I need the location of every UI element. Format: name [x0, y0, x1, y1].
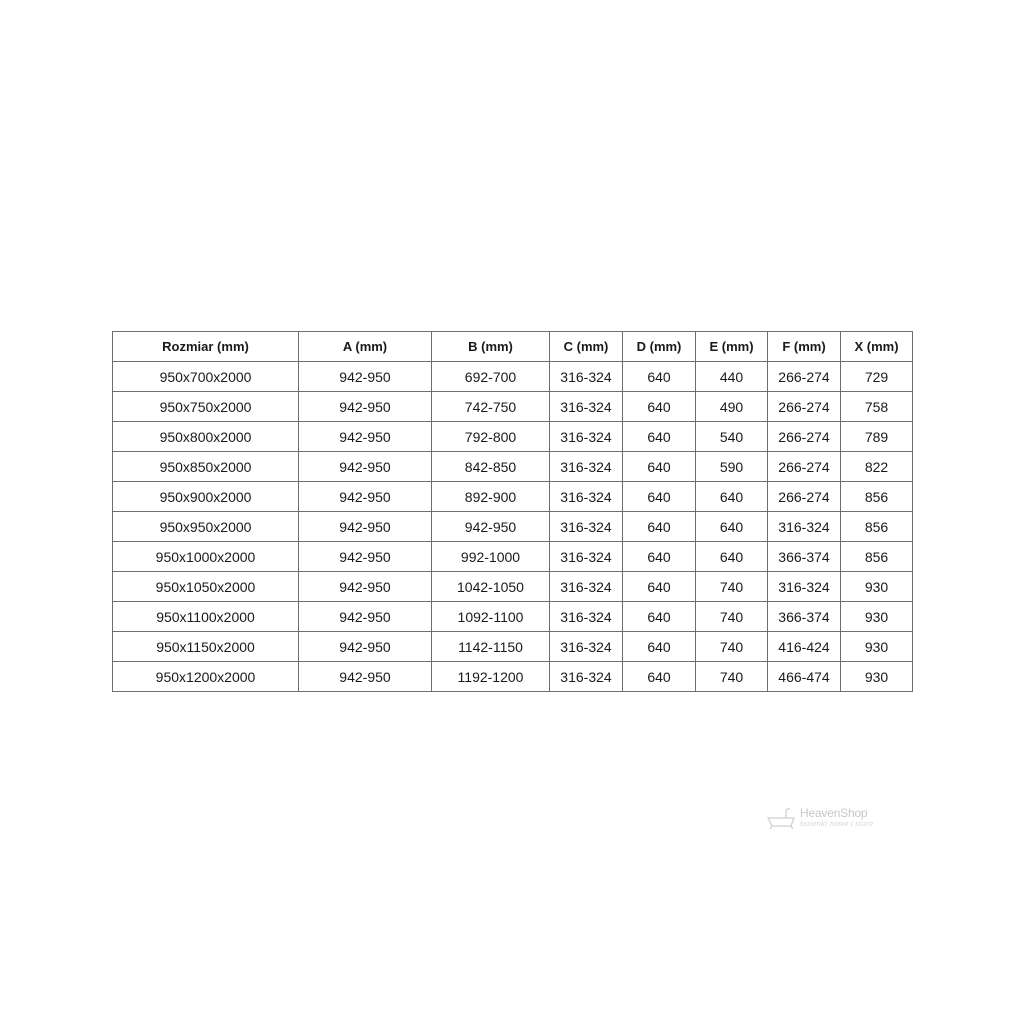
cell-size: 950x1200x2000 — [113, 662, 299, 692]
cell-x: 930 — [841, 572, 913, 602]
cell-e: 740 — [696, 602, 768, 632]
cell-a: 942-950 — [299, 512, 432, 542]
cell-e: 740 — [696, 632, 768, 662]
cell-a: 942-950 — [299, 422, 432, 452]
header-cell-b: B (mm) — [432, 332, 550, 362]
cell-x: 930 — [841, 602, 913, 632]
header-cell-a: A (mm) — [299, 332, 432, 362]
cell-f: 466-474 — [768, 662, 841, 692]
table-row — [113, 482, 913, 512]
table-row — [113, 632, 913, 662]
cell-d: 640 — [623, 602, 696, 632]
cell-f: 316-324 — [768, 512, 841, 542]
cell-e: 540 — [696, 422, 768, 452]
cell-b: 1042-1050 — [432, 572, 550, 602]
cell-c: 316-324 — [550, 392, 623, 422]
cell-f: 366-374 — [768, 602, 841, 632]
cell-size: 950x1150x2000 — [113, 632, 299, 662]
cell-d: 640 — [623, 572, 696, 602]
cell-b: 792-800 — [432, 422, 550, 452]
cell-x: 729 — [841, 362, 913, 392]
cell-b: 892-900 — [432, 482, 550, 512]
cell-size: 950x750x2000 — [113, 392, 299, 422]
header-cell-d: D (mm) — [623, 332, 696, 362]
cell-c: 316-324 — [550, 512, 623, 542]
cell-b: 992-1000 — [432, 542, 550, 572]
cell-a: 942-950 — [299, 362, 432, 392]
cell-d: 640 — [623, 392, 696, 422]
cell-x: 856 — [841, 542, 913, 572]
dimensions-table — [112, 331, 913, 692]
cell-a: 942-950 — [299, 542, 432, 572]
cell-a: 942-950 — [299, 392, 432, 422]
table-row — [113, 422, 913, 452]
cell-d: 640 — [623, 632, 696, 662]
table-row — [113, 542, 913, 572]
watermark-tagline: łazienki nowe i stare — [800, 820, 874, 828]
header-cell-x: X (mm) — [841, 332, 913, 362]
cell-e: 640 — [696, 512, 768, 542]
cell-d: 640 — [623, 662, 696, 692]
cell-b: 1192-1200 — [432, 662, 550, 692]
cell-d: 640 — [623, 452, 696, 482]
cell-x: 822 — [841, 452, 913, 482]
cell-d: 640 — [623, 422, 696, 452]
cell-a: 942-950 — [299, 452, 432, 482]
table-row — [113, 662, 913, 692]
cell-f: 266-274 — [768, 452, 841, 482]
cell-e: 590 — [696, 452, 768, 482]
cell-size: 950x1050x2000 — [113, 572, 299, 602]
cell-c: 316-324 — [550, 572, 623, 602]
cell-x: 758 — [841, 392, 913, 422]
cell-d: 640 — [623, 362, 696, 392]
cell-x: 930 — [841, 662, 913, 692]
header-cell-e: E (mm) — [696, 332, 768, 362]
cell-e: 640 — [696, 482, 768, 512]
table-row — [113, 572, 913, 602]
cell-x: 856 — [841, 512, 913, 542]
cell-a: 942-950 — [299, 632, 432, 662]
cell-c: 316-324 — [550, 602, 623, 632]
cell-size: 950x1100x2000 — [113, 602, 299, 632]
cell-e: 740 — [696, 572, 768, 602]
table-row — [113, 392, 913, 422]
cell-x: 789 — [841, 422, 913, 452]
cell-b: 742-750 — [432, 392, 550, 422]
table-row — [113, 512, 913, 542]
watermark-name: HeavenShop — [800, 806, 868, 820]
cell-a: 942-950 — [299, 602, 432, 632]
cell-x: 930 — [841, 632, 913, 662]
header-cell-size: Rozmiar (mm) — [113, 332, 299, 362]
cell-f: 266-274 — [768, 392, 841, 422]
table-header — [113, 332, 913, 362]
cell-f: 316-324 — [768, 572, 841, 602]
header-cell-f: F (mm) — [768, 332, 841, 362]
cell-e: 740 — [696, 662, 768, 692]
cell-f: 266-274 — [768, 362, 841, 392]
cell-size: 950x900x2000 — [113, 482, 299, 512]
cell-f: 416-424 — [768, 632, 841, 662]
cell-d: 640 — [623, 542, 696, 572]
cell-e: 640 — [696, 542, 768, 572]
cell-b: 692-700 — [432, 362, 550, 392]
table-row — [113, 602, 913, 632]
cell-e: 490 — [696, 392, 768, 422]
cell-d: 640 — [623, 482, 696, 512]
cell-a: 942-950 — [299, 482, 432, 512]
cell-size: 950x700x2000 — [113, 362, 299, 392]
table-row — [113, 362, 913, 392]
cell-size: 950x800x2000 — [113, 422, 299, 452]
cell-e: 440 — [696, 362, 768, 392]
header-cell-c: C (mm) — [550, 332, 623, 362]
cell-d: 640 — [623, 512, 696, 542]
cell-c: 316-324 — [550, 542, 623, 572]
cell-size: 950x1000x2000 — [113, 542, 299, 572]
cell-b: 842-850 — [432, 452, 550, 482]
cell-f: 366-374 — [768, 542, 841, 572]
cell-a: 942-950 — [299, 662, 432, 692]
table-body — [113, 362, 913, 692]
cell-f: 266-274 — [768, 482, 841, 512]
cell-b: 942-950 — [432, 512, 550, 542]
cell-c: 316-324 — [550, 662, 623, 692]
cell-size: 950x850x2000 — [113, 452, 299, 482]
bathtub-logo-icon — [766, 808, 798, 830]
header-row — [113, 332, 913, 362]
cell-x: 856 — [841, 482, 913, 512]
cell-c: 316-324 — [550, 452, 623, 482]
cell-b: 1092-1100 — [432, 602, 550, 632]
cell-f: 266-274 — [768, 422, 841, 452]
cell-b: 1142-1150 — [432, 632, 550, 662]
table-row — [113, 452, 913, 482]
cell-a: 942-950 — [299, 572, 432, 602]
cell-c: 316-324 — [550, 632, 623, 662]
cell-c: 316-324 — [550, 362, 623, 392]
cell-size: 950x950x2000 — [113, 512, 299, 542]
cell-c: 316-324 — [550, 422, 623, 452]
cell-c: 316-324 — [550, 482, 623, 512]
heavenshop-watermark — [766, 806, 878, 832]
